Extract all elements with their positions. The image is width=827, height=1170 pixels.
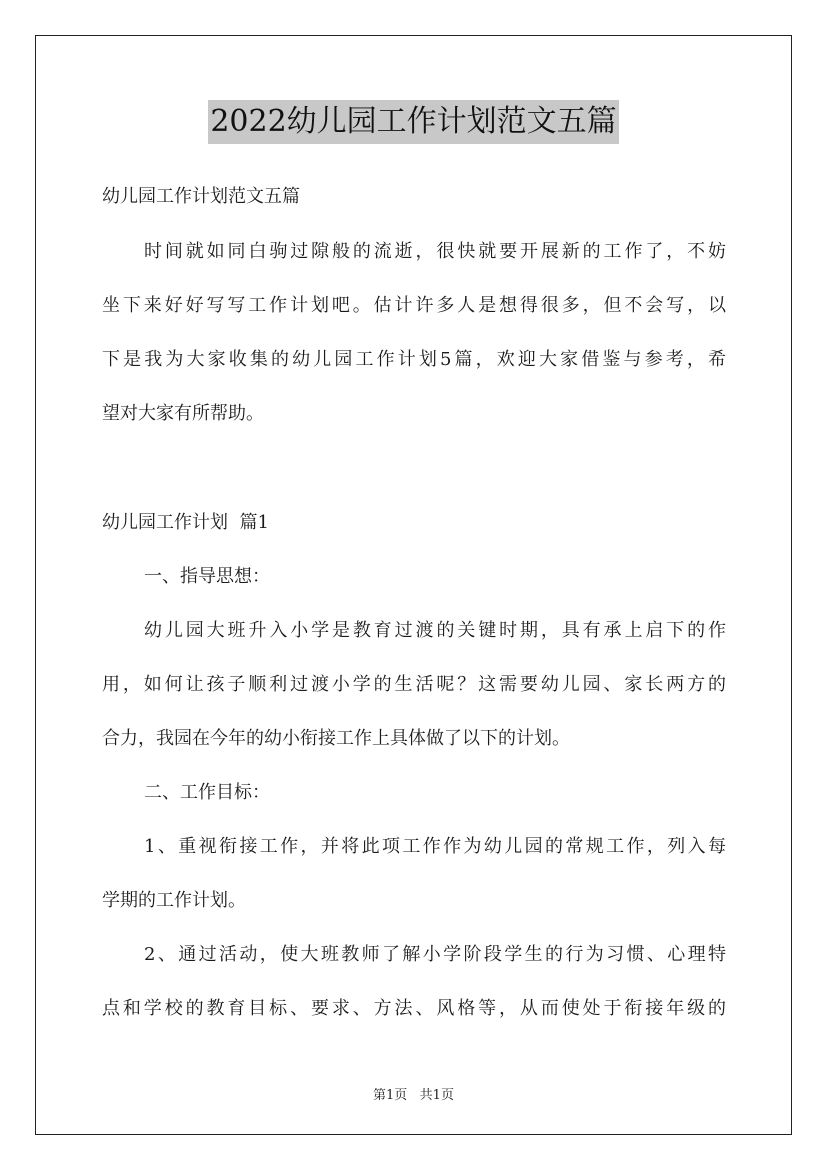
part1-line-1: 幼儿园大班升入小学是教育过渡的关键时期，具有承上启下的作: [144, 620, 726, 641]
intro-line-3: 下是我为大家收集的幼儿园工作计划5篇，欢迎大家借鉴与参考，希: [102, 349, 726, 370]
intro-line-4: 望对大家有所帮助。: [102, 403, 264, 424]
goal1-line-2: 学期的工作计划。: [102, 890, 246, 911]
intro-line-2: 坐下来好好写写工作计划吧。估计许多人是想得很多，但不会写，以: [102, 295, 726, 316]
part1-heading: 一、指导思想：: [144, 566, 270, 587]
document-subtitle: 幼儿园工作计划范文五篇: [102, 186, 300, 207]
document-title: 2022幼儿园工作计划范文五篇: [208, 100, 618, 144]
section-heading: 幼儿园工作计划 篇1: [102, 512, 269, 533]
page-footer: 第1页 共1页: [373, 1088, 454, 1103]
goal2-line-1: 2、通过活动，使大班教师了解小学阶段学生的行为习惯、心理特: [144, 944, 726, 965]
goal1-line-1: 1、重视衔接工作，并将此项工作作为幼儿园的常规工作，列入每: [144, 836, 726, 857]
part1-line-2: 用，如何让孩子顺利过渡小学的生活呢？这需要幼儿园、家长两方的: [102, 674, 726, 695]
intro-line-1: 时间就如同白驹过隙般的流逝，很快就要开展新的工作了，不妨: [144, 241, 726, 262]
goal2-line-2: 点和学校的教育目标、要求、方法、风格等，从而使处于衔接年级的: [102, 998, 726, 1019]
part1-line-3: 合力，我园在今年的幼小衔接工作上具体做了以下的计划。: [102, 728, 570, 749]
title-wrap: [0, 100, 827, 144]
part2-heading: 二、工作目标：: [144, 782, 270, 803]
